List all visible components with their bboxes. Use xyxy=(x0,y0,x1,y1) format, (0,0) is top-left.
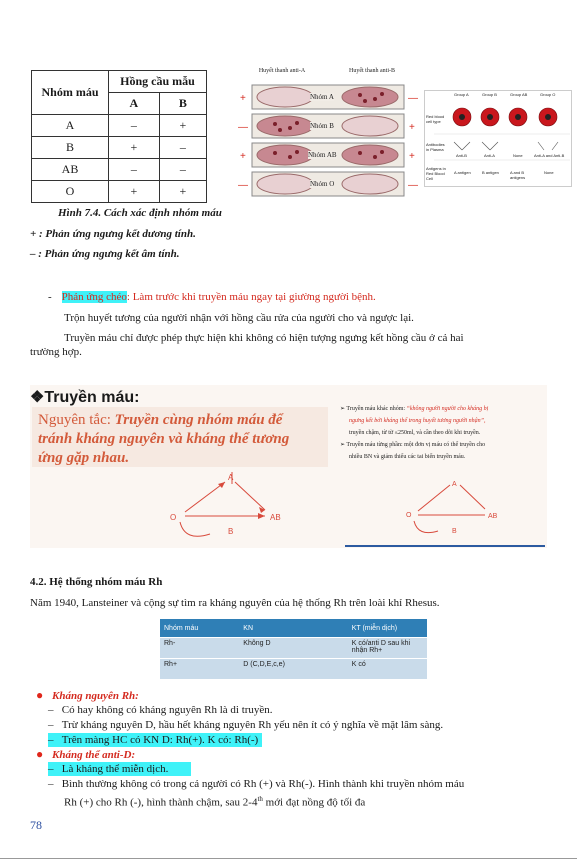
table-row xyxy=(160,638,427,659)
principle-line2: tránh kháng nguyên và kháng thể tương xyxy=(38,431,290,447)
cell-b: + xyxy=(159,181,206,203)
rh-cell-kt: K có xyxy=(348,659,427,680)
antibody-a: Anti-B xyxy=(456,153,467,158)
legend-positive: + : Phản ứng ngưng kết dương tính. xyxy=(30,228,196,240)
slide-label-a: Nhóm A xyxy=(310,93,334,101)
slide-label-ab: Nhóm AB xyxy=(308,151,337,159)
group-a-label: Group A xyxy=(454,92,469,97)
antigen-heading-line xyxy=(36,688,139,703)
cross-match-p2b: trường hợp. xyxy=(30,346,82,358)
diagram-label-a: A xyxy=(228,473,234,482)
rh-intro: Năm 1940, Lansteiner và cộng sự tìm ra kháng nguyên của hệ thống Rh trên loài khỉ Rhesus. xyxy=(30,597,440,609)
cross-match-text: : Làm trước khi truyền máu ngay tại giường người bệnh. xyxy=(126,291,376,303)
rh-header-kt: KT (miễn dịch) xyxy=(348,619,427,638)
antigen-b: B antigen xyxy=(482,170,499,175)
col-group-header: Nhóm máu xyxy=(32,71,109,115)
cell-group: AB xyxy=(32,159,109,181)
transfusion-diagram-left xyxy=(160,472,310,542)
antigen-item-3: – Trên màng HC có KN D: Rh(+). K có: Rh(-) xyxy=(48,733,262,747)
side-item-1-rest: truyền chậm, từ từ ≤250ml, và cần theo dõi khi truyền. xyxy=(349,430,481,436)
svg-text:—: — xyxy=(408,93,418,104)
slide-label-b: Nhóm B xyxy=(310,122,334,130)
bullet-dash: - xyxy=(48,291,52,303)
antigen-ab: A and B antigens xyxy=(510,170,526,180)
antibody-o: Anti-A and Anti-B xyxy=(534,153,565,158)
antibody-ab: None xyxy=(513,153,523,158)
slide-divider xyxy=(345,545,545,547)
antibody-item-1: – Là kháng thể miễn dịch. xyxy=(48,762,191,776)
rh-cell-group: Rh- xyxy=(160,638,239,659)
row-label-antigens: Antigens in Red Blood Cell xyxy=(426,166,446,181)
abo-groups-image xyxy=(424,90,570,185)
principle-line1: Truyền cùng nhóm máu để xyxy=(114,412,283,428)
svg-text:+: + xyxy=(409,151,415,162)
row-label-rbc: Red blood cell type xyxy=(426,114,445,124)
antigen-heading: Kháng nguyên Rh: xyxy=(52,690,139,702)
svg-text:B: B xyxy=(452,528,457,535)
antibody-heading-line xyxy=(36,747,135,762)
principle-label: Nguyên tắc: xyxy=(38,412,111,428)
page-number: 78 xyxy=(30,818,42,832)
svg-text:A: A xyxy=(452,481,457,488)
antibody-item-2: – Bình thường không có trong cả người có Rh (+) và Rh(-). Hình thành khi truyền nhóm máu xyxy=(48,778,465,790)
svg-text:O: O xyxy=(406,512,412,519)
label-anti-a: Huyết thanh anti-A xyxy=(258,68,306,74)
table-row xyxy=(32,159,207,181)
svg-text:—: — xyxy=(238,180,248,191)
antibody-item-2-cont: Rh (+) cho Rh (-), hình thành chậm, sau 2-4th mới đạt nồng độ tối đa xyxy=(64,795,366,809)
cross-match-label: Phản ứng chéo xyxy=(61,291,127,303)
cell-group: B xyxy=(32,137,109,159)
rh-cell-kn: Không D xyxy=(239,638,347,659)
slide-label-o: Nhóm O xyxy=(310,180,335,188)
side-item-1-quote2: ngưng kết bởi kháng thể trong huyết tương người nhận”, xyxy=(349,418,486,424)
blood-type-table xyxy=(31,70,207,203)
antibody-b: Anti-A xyxy=(484,153,495,158)
table-row xyxy=(32,115,207,137)
side-item-2: ➢ Truyền máu từng phần: một đơn vị máu có thể truyền cho xyxy=(340,442,486,448)
diagram-label-ab: AB xyxy=(270,513,281,522)
label-anti-b: Huyết thanh anti-B xyxy=(349,68,395,74)
diagram-label-o: O xyxy=(170,513,177,522)
diagram-label-b: B xyxy=(228,527,234,536)
side-bullets xyxy=(340,403,545,463)
table-row xyxy=(32,137,207,159)
transfusion-heading: ❖Truyền máu: xyxy=(30,389,140,406)
rh-cell-kt: K có/anti D sau khi nhận Rh+ xyxy=(348,638,427,659)
transfusion-slide xyxy=(30,385,547,548)
red-bullet-icon: ● xyxy=(36,747,44,761)
legend-negative: – : Phản ứng ngưng kết âm tính. xyxy=(30,248,180,260)
table-row xyxy=(160,659,427,680)
table-row xyxy=(32,181,207,203)
cell-b: – xyxy=(159,159,206,181)
rh-cell-group: Rh+ xyxy=(160,659,239,680)
cell-b: + xyxy=(159,115,206,137)
sub-header-a: A xyxy=(109,93,160,115)
rh-heading: 4.2. Hệ thống nhóm máu Rh xyxy=(30,576,163,588)
red-bullet-icon: ● xyxy=(36,688,44,702)
rh-header-group: Nhóm máu xyxy=(160,619,239,638)
svg-text:AB: AB xyxy=(488,513,498,520)
sub-header-b: B xyxy=(159,93,206,115)
rh-table xyxy=(160,619,427,679)
col-rbc-header: Hồng cầu mẫu xyxy=(109,71,207,93)
cell-a: – xyxy=(109,115,160,137)
principle-box xyxy=(32,407,328,467)
figure-caption: Hình 7.4. Cách xác định nhóm máu xyxy=(58,207,222,219)
svg-text:+: + xyxy=(409,122,415,133)
row-label-antibodies: Antibodies in Plasma xyxy=(426,142,445,152)
antigen-a: A antigen xyxy=(454,170,471,175)
agglutination-image xyxy=(230,68,420,203)
cross-match-line xyxy=(48,290,376,304)
svg-text:+: + xyxy=(240,151,246,162)
svg-text:—: — xyxy=(238,122,248,133)
side-item-1: ➢ Truyền máu khác nhóm: “không người người cho kháng bị xyxy=(340,406,489,412)
cross-match-p2a: Truyền máu chỉ được phép thực hiện khi không có hiện tượng ngưng kết hồng cầu ở cả hai xyxy=(64,332,464,344)
antigen-item-2: – Trừ kháng nguyên D, hầu hết kháng nguyên Rh yếu nên ít có ý nghĩa về mặt lâm sàng. xyxy=(48,719,444,731)
cross-match-p1: Trộn huyết tương của người nhận với hồng cầu rửa của người cho và ngược lại. xyxy=(64,312,414,324)
rh-header-kn: KN xyxy=(239,619,347,638)
cell-group: A xyxy=(32,115,109,137)
footer-rule xyxy=(0,858,577,859)
cell-a: + xyxy=(109,181,160,203)
cell-a: – xyxy=(109,159,160,181)
group-ab-label: Group AB xyxy=(510,92,528,97)
cell-a: + xyxy=(109,137,160,159)
group-b-label: Group B xyxy=(482,92,497,97)
principle-line3: ứng gặp nhau. xyxy=(38,450,130,466)
side-item-2b: nhiều BN và giảm thiểu các tai biến truyền máu. xyxy=(349,454,466,460)
svg-text:—: — xyxy=(408,180,418,191)
cell-b: – xyxy=(159,137,206,159)
antibody-heading: Kháng thể anti-D: xyxy=(52,749,136,761)
antigen-o: None xyxy=(544,170,554,175)
svg-text:+: + xyxy=(240,93,246,104)
cell-group: O xyxy=(32,181,109,203)
transfusion-diagram-right xyxy=(400,477,510,542)
rh-cell-kn: D (C,D,E,c,e) xyxy=(239,659,347,680)
antigen-item-1: – Có hay không có kháng nguyên Rh là di truyền. xyxy=(48,704,273,716)
group-o-label: Group O xyxy=(540,92,556,97)
